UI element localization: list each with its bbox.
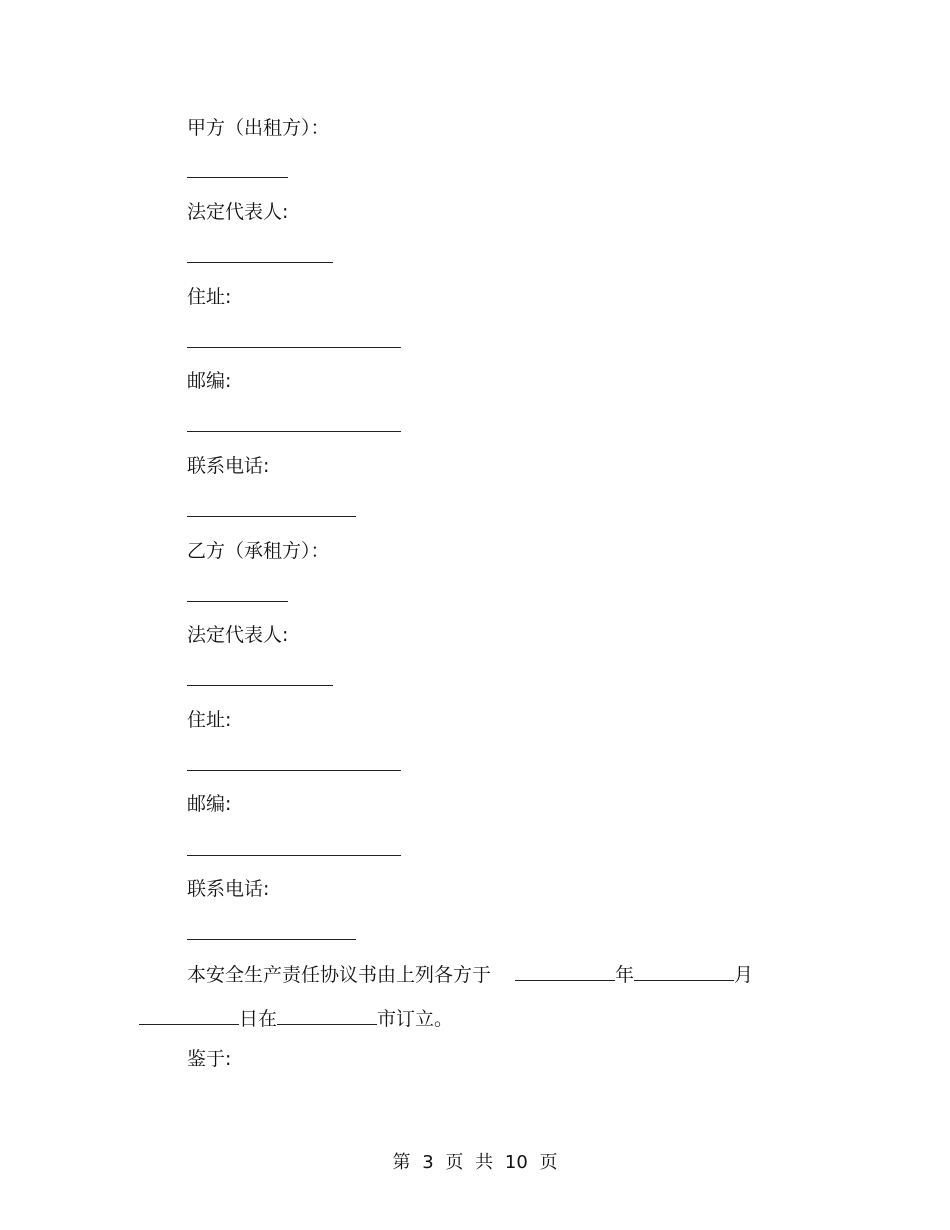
footer-page-number: 3 (422, 1152, 434, 1173)
agreement-line-1 (187, 962, 753, 987)
footer-total-pages: 10 (504, 1152, 528, 1173)
party-b-postcode-label: 邮编: (187, 793, 232, 815)
party-a-title: 甲方（出租方）： (187, 117, 330, 139)
party-a-rep-label: 法定代表人: (187, 201, 289, 223)
party-b-address-blank (187, 770, 401, 771)
footer-gong: 共 (475, 1152, 494, 1173)
day-in-label: 日在 (239, 1008, 278, 1030)
footer-ye-2: 页 (539, 1152, 558, 1173)
party-a-address-label: 住址: (187, 286, 232, 308)
party-a-postcode-label: 邮编: (187, 370, 232, 392)
party-b-phone-label: 联系电话: (187, 878, 270, 900)
month-blank (634, 962, 734, 981)
party-a-name-blank (187, 177, 288, 178)
party-a-address-blank (187, 347, 401, 348)
month-label: 月 (734, 964, 754, 986)
party-a-rep-blank (187, 262, 333, 263)
year-label: 年 (615, 964, 635, 986)
party-b-phone-blank (187, 939, 356, 940)
city-blank (277, 1006, 377, 1025)
party-b-rep-blank (187, 685, 333, 686)
party-b-rep-label: 法定代表人: (187, 624, 289, 646)
page-footer (0, 1151, 950, 1175)
party-b-title: 乙方（承租方）： (187, 540, 330, 562)
footer-ye: 页 (445, 1152, 464, 1173)
party-a-postcode-blank (187, 431, 401, 432)
party-a-phone-blank (187, 516, 356, 517)
party-b-name-blank (187, 601, 288, 602)
whereas-label: 鉴于: (187, 1048, 232, 1070)
agreement-text-start: 本安全生产责任协议书由上列各方于 (187, 964, 492, 986)
footer-di: 第 (392, 1152, 411, 1173)
agreement-line-2 (139, 1006, 453, 1031)
city-signed-label: 市订立。 (377, 1008, 454, 1030)
party-b-address-label: 住址: (187, 709, 232, 731)
party-a-phone-label: 联系电话: (187, 455, 270, 477)
party-b-postcode-blank (187, 855, 401, 856)
day-blank (139, 1006, 239, 1025)
year-blank (515, 962, 615, 981)
